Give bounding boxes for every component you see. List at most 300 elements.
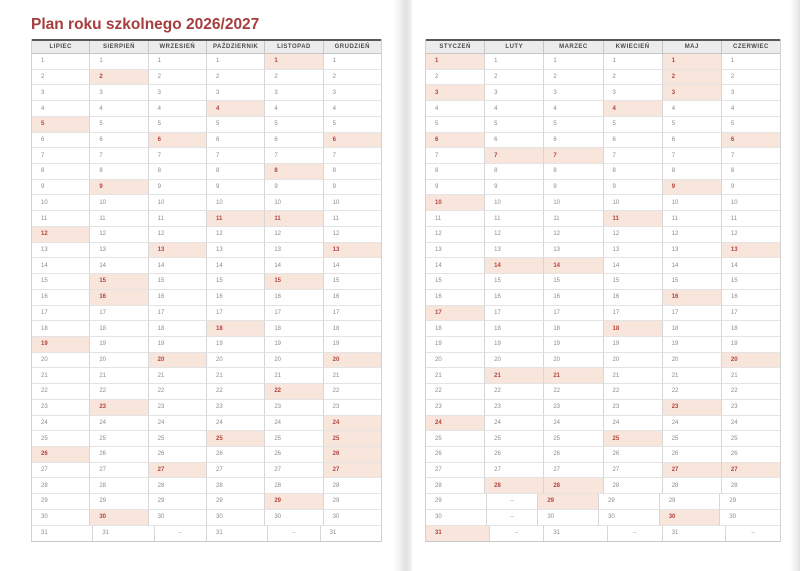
day-cell: 16 (265, 290, 323, 306)
day-cell: 15 (485, 274, 544, 290)
day-cell: 14 (663, 258, 722, 274)
day-row (32, 54, 381, 70)
day-cell: 14 (604, 258, 663, 274)
day-cell: 26 (544, 447, 603, 463)
day-cell: 16 (426, 290, 485, 306)
day-cell: 3 (324, 85, 381, 101)
day-cell: 12 (426, 227, 485, 243)
day-cell: 3 (149, 85, 207, 101)
day-cell: 30 (207, 510, 265, 526)
day-cell: 17 (663, 306, 722, 322)
day-cell: 16 (663, 290, 722, 306)
day-cell: 26 (722, 447, 780, 463)
day-cell: 8 (544, 164, 603, 180)
day-cell: 17 (426, 306, 485, 322)
day-cell: 9 (149, 180, 207, 196)
day-cell: 3 (544, 85, 603, 101)
day-cell: 7 (265, 148, 323, 164)
day-cell: 3 (265, 85, 323, 101)
day-row (32, 227, 381, 243)
day-cell: 3 (426, 85, 485, 101)
day-cell: 25 (663, 431, 722, 447)
empty-day-cell: – (155, 526, 207, 542)
day-cell: 21 (324, 368, 381, 384)
day-cell: 9 (90, 180, 148, 196)
day-cell: 13 (663, 243, 722, 259)
day-cell: 12 (90, 227, 148, 243)
day-cell: 2 (32, 70, 90, 86)
day-cell: 5 (324, 117, 381, 133)
day-cell: 22 (207, 384, 265, 400)
day-cell: 25 (32, 431, 90, 447)
day-cell: 23 (32, 400, 90, 416)
day-cell: 6 (32, 133, 90, 149)
page-right (412, 0, 800, 571)
day-cell: 18 (265, 321, 323, 337)
day-cell: 22 (426, 384, 485, 400)
month-header: LIPIEC (32, 41, 90, 53)
day-cell: 15 (426, 274, 485, 290)
day-row (426, 447, 780, 463)
day-cell: 1 (32, 54, 90, 70)
day-cell: 14 (90, 258, 148, 274)
day-row (32, 494, 381, 510)
day-cell: 4 (604, 101, 663, 117)
month-header: LISTOPAD (265, 41, 323, 53)
day-cell: 25 (604, 431, 663, 447)
day-cell: 12 (324, 227, 381, 243)
day-cell: 10 (722, 195, 780, 211)
day-cell: 25 (722, 431, 780, 447)
day-row (426, 290, 780, 306)
day-cell: 29 (599, 494, 660, 510)
day-cell: 30 (599, 510, 660, 526)
day-cell: 2 (265, 70, 323, 86)
day-cell: 22 (663, 384, 722, 400)
day-cell: 16 (149, 290, 207, 306)
day-cell: 21 (663, 368, 722, 384)
day-cell: 27 (265, 463, 323, 479)
day-cell: 9 (32, 180, 90, 196)
day-cell: 21 (426, 368, 485, 384)
day-cell: 29 (538, 494, 599, 510)
day-cell: 6 (265, 133, 323, 149)
day-cell: 8 (265, 164, 323, 180)
day-cell: 16 (485, 290, 544, 306)
day-cell: 3 (604, 85, 663, 101)
day-cell: 14 (426, 258, 485, 274)
day-cell: 26 (324, 447, 381, 463)
day-cell: 7 (485, 148, 544, 164)
day-cell: 9 (544, 180, 603, 196)
day-cell: 10 (149, 195, 207, 211)
day-cell: 3 (207, 85, 265, 101)
day-row (32, 321, 381, 337)
month-header: PAŹDZIERNIK (207, 41, 265, 53)
day-cell: 14 (324, 258, 381, 274)
day-cell: 23 (324, 400, 381, 416)
day-cell: 31 (32, 526, 93, 542)
day-row (426, 384, 780, 400)
day-cell: 16 (324, 290, 381, 306)
day-cell: 18 (485, 321, 544, 337)
month-header: GRUDZIEŃ (334, 44, 370, 50)
day-row (32, 478, 381, 494)
day-cell: 2 (90, 70, 148, 86)
day-cell: 8 (604, 164, 663, 180)
day-cell: 12 (663, 227, 722, 243)
day-cell: 2 (149, 70, 207, 86)
day-cell: 19 (426, 337, 485, 353)
day-row (426, 306, 780, 322)
day-cell: 15 (663, 274, 722, 290)
day-cell: 21 (32, 368, 90, 384)
day-cell: 5 (663, 117, 722, 133)
day-cell: 3 (90, 85, 148, 101)
day-cell: 21 (207, 368, 265, 384)
day-cell: 10 (90, 195, 148, 211)
day-cell: 23 (90, 400, 148, 416)
day-cell: 24 (426, 416, 485, 432)
day-cell: 28 (485, 478, 544, 494)
day-cell: 29 (32, 494, 90, 510)
day-row (32, 400, 381, 416)
day-cell: 18 (426, 321, 485, 337)
day-cell: 23 (604, 400, 663, 416)
day-row (32, 431, 381, 447)
day-cell: 28 (722, 478, 780, 494)
day-cell: 13 (32, 243, 90, 259)
day-cell: 24 (544, 416, 603, 432)
day-cell: 15 (149, 274, 207, 290)
day-cell: 29 (265, 494, 323, 510)
day-cell: 24 (265, 416, 323, 432)
day-cell: 25 (426, 431, 485, 447)
day-cell: 13 (544, 243, 603, 259)
day-row (426, 211, 780, 227)
day-cell: 24 (149, 416, 207, 432)
day-cell: 25 (544, 431, 603, 447)
day-cell: 4 (149, 101, 207, 117)
day-cell: 26 (90, 447, 148, 463)
day-cell: 29 (720, 494, 780, 510)
day-cell: 1 (663, 54, 722, 70)
day-cell: 8 (207, 164, 265, 180)
day-row (32, 164, 381, 180)
day-cell: 4 (722, 101, 780, 117)
day-cell: 27 (324, 463, 381, 479)
day-cell: 27 (207, 463, 265, 479)
day-cell: 18 (149, 321, 207, 337)
day-cell: 18 (722, 321, 780, 337)
day-cell: 13 (485, 243, 544, 259)
day-cell: 26 (604, 447, 663, 463)
day-cell: 22 (544, 384, 603, 400)
day-cell: 23 (265, 400, 323, 416)
day-cell: 28 (324, 478, 381, 494)
day-cell: 29 (324, 494, 381, 510)
day-cell: 14 (149, 258, 207, 274)
day-cell: 28 (149, 478, 207, 494)
day-cell: 12 (207, 227, 265, 243)
day-cell: 6 (485, 133, 544, 149)
day-cell: 13 (90, 243, 148, 259)
day-cell: 9 (485, 180, 544, 196)
day-cell: 7 (32, 148, 90, 164)
day-row (32, 368, 381, 384)
month-header: WRZESIEŃ (149, 41, 207, 53)
day-cell: 10 (485, 195, 544, 211)
day-cell: 7 (663, 148, 722, 164)
day-cell: 12 (485, 227, 544, 243)
day-cell: 27 (663, 463, 722, 479)
day-cell: 20 (485, 353, 544, 369)
day-row (32, 180, 381, 196)
day-cell: 5 (426, 117, 485, 133)
day-cell: 17 (544, 306, 603, 322)
day-cell: 29 (90, 494, 148, 510)
day-cell: 5 (485, 117, 544, 133)
day-row (426, 494, 780, 510)
day-cell: 20 (149, 353, 207, 369)
day-cell: 1 (149, 54, 207, 70)
day-row (426, 416, 780, 432)
day-cell: 8 (324, 164, 381, 180)
day-cell: 26 (32, 447, 90, 463)
day-cell: 4 (32, 101, 90, 117)
day-row (32, 117, 381, 133)
day-cell: 13 (604, 243, 663, 259)
day-cell: 8 (32, 164, 90, 180)
day-cell: 10 (265, 195, 323, 211)
day-row (426, 258, 780, 274)
day-cell: 4 (207, 101, 265, 117)
day-cell: 22 (604, 384, 663, 400)
day-cell: 9 (324, 180, 381, 196)
empty-day-cell: – (490, 526, 545, 542)
day-cell: 14 (722, 258, 780, 274)
day-cell: 6 (604, 133, 663, 149)
day-cell: 22 (324, 384, 381, 400)
day-row (32, 211, 381, 227)
day-cell: 23 (426, 400, 485, 416)
month-header: STYCZEŃ (426, 41, 485, 53)
day-row (426, 54, 780, 70)
day-cell: 5 (90, 117, 148, 133)
day-cell: 4 (426, 101, 485, 117)
day-cell: 1 (207, 54, 265, 70)
day-cell: 8 (722, 164, 780, 180)
day-cell: 26 (485, 447, 544, 463)
day-cell: 11 (426, 211, 485, 227)
empty-day-cell: – (608, 526, 663, 542)
page-left (0, 0, 397, 571)
day-row (426, 227, 780, 243)
day-cell: 22 (32, 384, 90, 400)
day-cell: 15 (544, 274, 603, 290)
day-cell: 3 (663, 85, 722, 101)
day-cell: 8 (149, 164, 207, 180)
day-row (426, 180, 780, 196)
day-cell: 24 (32, 416, 90, 432)
day-cell: 28 (207, 478, 265, 494)
day-cell: 20 (265, 353, 323, 369)
day-cell: 2 (207, 70, 265, 86)
empty-day-cell: – (751, 530, 755, 537)
day-cell: 16 (32, 290, 90, 306)
day-row (32, 416, 381, 432)
month-header: KWIECIEŃ (604, 41, 663, 53)
day-cell: 19 (485, 337, 544, 353)
day-cell: 10 (207, 195, 265, 211)
day-cell: 15 (32, 274, 90, 290)
day-cell: 25 (149, 431, 207, 447)
day-cell: 11 (544, 211, 603, 227)
day-cell: 15 (90, 274, 148, 290)
day-cell: 11 (149, 211, 207, 227)
day-cell: 17 (90, 306, 148, 322)
day-cell: 15 (722, 274, 780, 290)
day-cell: 25 (265, 431, 323, 447)
day-cell: 14 (485, 258, 544, 274)
day-cell: 14 (544, 258, 603, 274)
day-row (426, 321, 780, 337)
day-cell: 24 (324, 416, 381, 432)
day-cell: 11 (90, 211, 148, 227)
day-row (32, 510, 381, 526)
day-cell: 13 (722, 243, 780, 259)
day-cell: 21 (149, 368, 207, 384)
day-cell: 18 (544, 321, 603, 337)
day-cell: 10 (604, 195, 663, 211)
day-row (426, 431, 780, 447)
day-cell: 1 (544, 54, 603, 70)
day-cell: 24 (604, 416, 663, 432)
day-cell: 3 (32, 85, 90, 101)
day-cell: 28 (90, 478, 148, 494)
day-row (32, 85, 381, 101)
day-row (32, 148, 381, 164)
day-cell: 17 (485, 306, 544, 322)
day-cell: 24 (663, 416, 722, 432)
day-cell: 10 (663, 195, 722, 211)
day-cell: 9 (604, 180, 663, 196)
page-title: Plan roku szkolnego 2026/2027 (31, 16, 260, 33)
day-cell: 4 (90, 101, 148, 117)
day-row (426, 510, 780, 526)
day-cell: 11 (265, 211, 323, 227)
empty-day-cell: – (487, 510, 539, 526)
day-cell: 11 (207, 211, 265, 227)
day-cell: 31 (663, 526, 727, 542)
day-cell: 20 (324, 353, 381, 369)
day-cell: 29 (660, 494, 721, 510)
day-row (426, 148, 780, 164)
day-cell: 14 (32, 258, 90, 274)
day-cell: 2 (485, 70, 544, 86)
day-cell: 30 (324, 510, 381, 526)
day-cell: 26 (663, 447, 722, 463)
day-cell: 28 (426, 478, 485, 494)
day-cell: 21 (90, 368, 148, 384)
day-row (426, 243, 780, 259)
day-cell: 28 (663, 478, 722, 494)
day-cell: 20 (544, 353, 603, 369)
day-cell: 26 (265, 447, 323, 463)
day-cell: 16 (207, 290, 265, 306)
day-cell: 29 (149, 494, 207, 510)
day-cell: 1 (90, 54, 148, 70)
day-row (32, 337, 381, 353)
day-cell: 27 (722, 463, 780, 479)
month-header: MAJ (663, 41, 722, 53)
day-cell: 9 (426, 180, 485, 196)
day-cell: 27 (90, 463, 148, 479)
day-cell: 23 (663, 400, 722, 416)
day-cell: 30 (538, 510, 599, 526)
day-cell: 7 (722, 148, 780, 164)
day-cell: 23 (722, 400, 780, 416)
day-cell: 11 (32, 211, 90, 227)
day-cell: 6 (663, 133, 722, 149)
day-cell: 1 (722, 54, 780, 70)
day-cell: 2 (324, 70, 381, 86)
day-cell: 15 (207, 274, 265, 290)
day-row (426, 195, 780, 211)
day-row (32, 447, 381, 463)
day-cell: 31 (93, 526, 154, 542)
day-cell: 24 (485, 416, 544, 432)
day-row (426, 70, 780, 86)
day-cell: 30 (265, 510, 323, 526)
day-row (426, 463, 780, 479)
empty-day-cell: – (268, 526, 320, 542)
day-cell: 2 (722, 70, 780, 86)
day-cell: 27 (149, 463, 207, 479)
day-cell: 7 (90, 148, 148, 164)
day-cell: 28 (265, 478, 323, 494)
day-cell: 6 (426, 133, 485, 149)
day-cell: 4 (324, 101, 381, 117)
day-row (32, 274, 381, 290)
day-cell: 26 (207, 447, 265, 463)
day-cell: 1 (426, 54, 485, 70)
day-cell: 16 (544, 290, 603, 306)
day-cell: 7 (426, 148, 485, 164)
month-header: CZERWIEC (733, 44, 769, 50)
day-row (426, 337, 780, 353)
day-cell: 7 (604, 148, 663, 164)
day-cell: 13 (207, 243, 265, 259)
day-cell: 6 (324, 133, 381, 149)
day-cell: 15 (604, 274, 663, 290)
day-cell: 6 (149, 133, 207, 149)
day-cell: 5 (207, 117, 265, 133)
month-header: LUTY (485, 41, 544, 53)
month-header: SIERPIEŃ (90, 41, 148, 53)
day-cell: 30 (90, 510, 148, 526)
day-cell: 23 (149, 400, 207, 416)
day-cell: 11 (722, 211, 780, 227)
calendar-table-jul-dec (31, 39, 382, 542)
day-cell: 15 (265, 274, 323, 290)
day-cell: 30 (660, 510, 721, 526)
day-cell: 21 (265, 368, 323, 384)
day-row (32, 526, 381, 542)
day-cell: 22 (265, 384, 323, 400)
day-row (426, 368, 780, 384)
day-row (426, 478, 780, 494)
